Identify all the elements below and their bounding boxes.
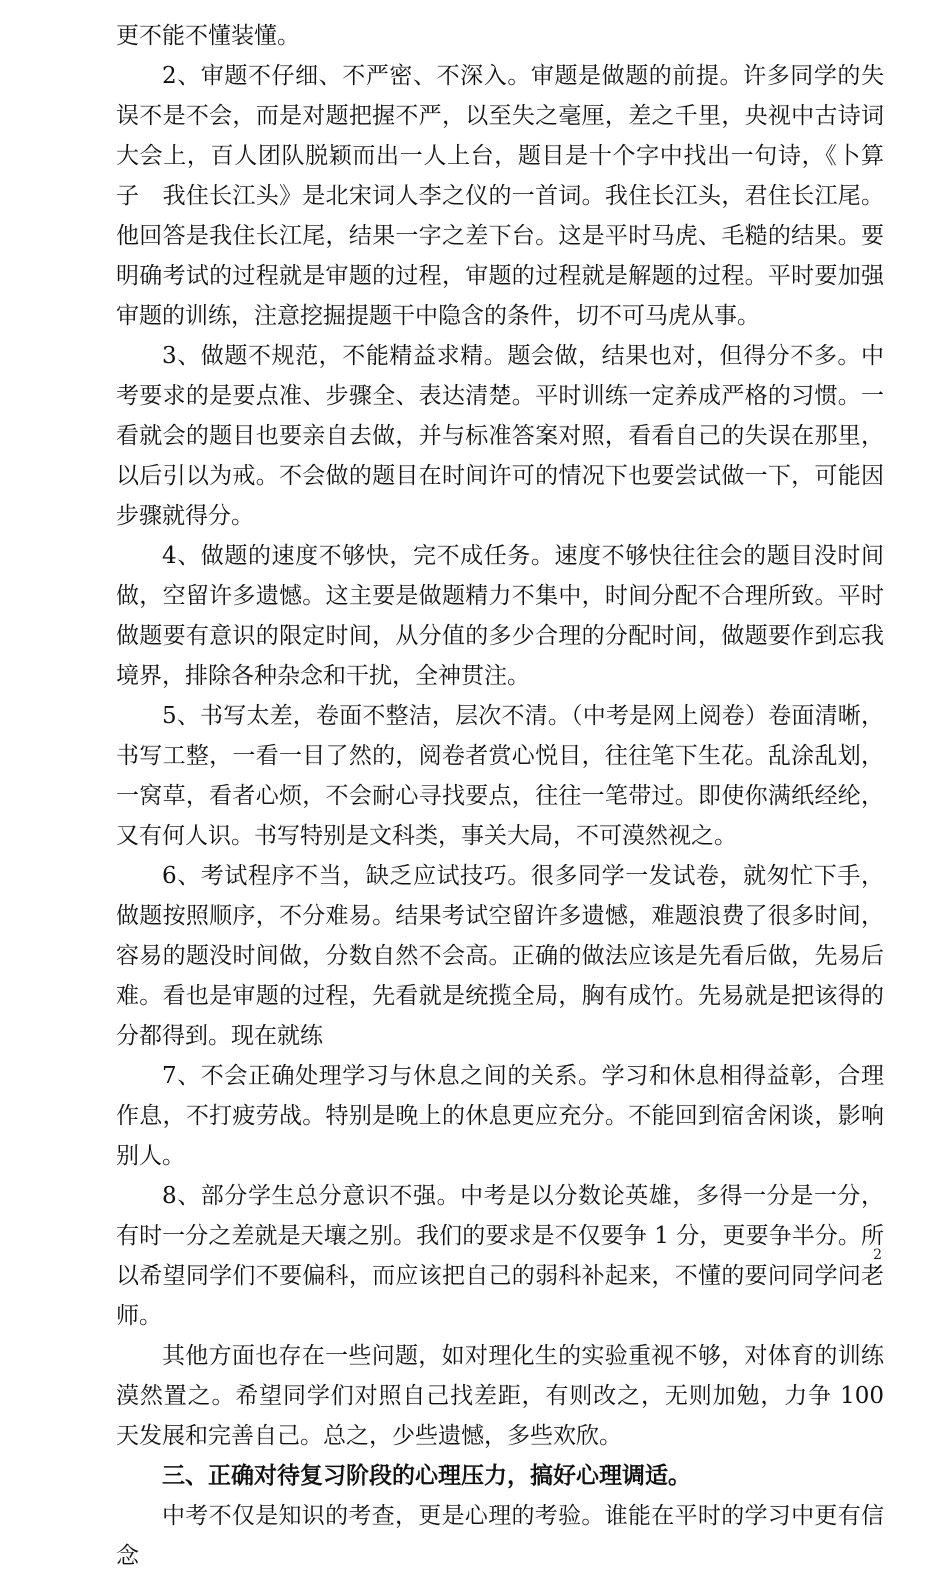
paragraph-item-8: 8、部分学生总分意识不强。中考是以分数论英雄，多得一分是一分，有时一分之差就是天壤之别。我们的要求是不仅要争 1 分，更要争半分。所以希望同学们不要偏科，而应该把自己的弱科补起来，不懂的要问同学问老师。 (116, 1183, 884, 1329)
paragraph-item-3: 3、做题不规范，不能精益求精。题会做，结果也对，但得分不多。中考要求的是要点准、步骤全、表达清楚。平时训练一定养成严格的习惯。一看就会的题目也要亲自去做，并与标准答案对照，看看自己的失误在那里，以后引以为戒。不会做的题目在时间许可的情况下也要尝试做一下，可能因步骤就得分。 (116, 343, 884, 529)
page-number: 2 (873, 1247, 882, 1263)
paragraph-item-7: 7、不会正确处理学习与休息之间的关系。学习和休息相得益彰，合理作息，不打疲劳战。特别是晚上的休息更应充分。不能回到宿舍闲谈，影响别人。 (116, 1063, 884, 1169)
section-heading-3: 三、正确对待复习阶段的心理压力，搞好心理调适。 (162, 1462, 691, 1489)
paragraph-other-issues: 其他方面也存在一些问题，如对理化生的实验重视不够，对体育的训练漠然置之。希望同学们对照自己找差距，有则改之，无则加勉，力争 100 天发展和完善自己。总之，少些遗憾，多些欢欣。 (116, 1343, 884, 1449)
paragraph-continuation: 更不能不懂装懂。 (116, 23, 300, 49)
paragraph-psychology-intro: 中考不仅是知识的考查，更是心理的考验。谁能在平时的学习中更有信念 (116, 1503, 884, 1569)
paragraph-item-4: 4、做题的速度不够快，完不成任务。速度不够快往往会的题目没时间做，空留许多遗憾。这主要是做题精力不集中，时间分配不合理所致。平时做题要有意识的限定时间，从分值的多少合理的分配时间，做题要作到忘我境界，排除各种杂念和干扰，全神贯注。 (116, 543, 884, 689)
paragraph-item-2: 2、审题不仔细、不严密、不深入。审题是做题的前提。许多同学的失误不是不会，而是对题把握不严，以至失之毫厘，差之千里，央视中古诗词大会上，百人团队脱颖而出一人上台，题目是十个字中找出一句诗，《卜算子 我住长江头》是北宋词人李之仪的一首词。我住长江头，君住长江尾。他回答是我住长江尾，结果一字之差下台。这是平时马虎、毛糙的结果。要明确考试的过程就是审题的过程，审题的过程就是解题的过程。平时要加强审题的训练，注意挖掘提题干中隐含的条件，切不可马虎从事。 (116, 63, 884, 329)
paragraph-item-5: 5、书写太差，卷面不整洁，层次不清。（中考是网上阅卷）卷面清晰，书写工整，一看一目了然的，阅卷者赏心悦目，往往笔下生花。乱涂乱划，一窝草，看者心烦，不会耐心寻找要点，往往一笔带过。即使你满纸经纶，又有何人识。书写特别是文科类，事关大局，不可漠然视之。 (116, 703, 884, 849)
paragraph-item-6: 6、考试程序不当，缺乏应试技巧。很多同学一发试卷，就匆忙下手，做题按照顺序，不分难易。结果考试空留许多遗憾，难题浪费了很多时间，容易的题没时间做，分数自然不会高。正确的做法应该是先看后做，先易后难。看也是审题的过程，先看就是统揽全局，胸有成竹。先易就是把该得的分都得到。现在就练 (116, 863, 884, 1049)
document-page (116, 16, 884, 1576)
